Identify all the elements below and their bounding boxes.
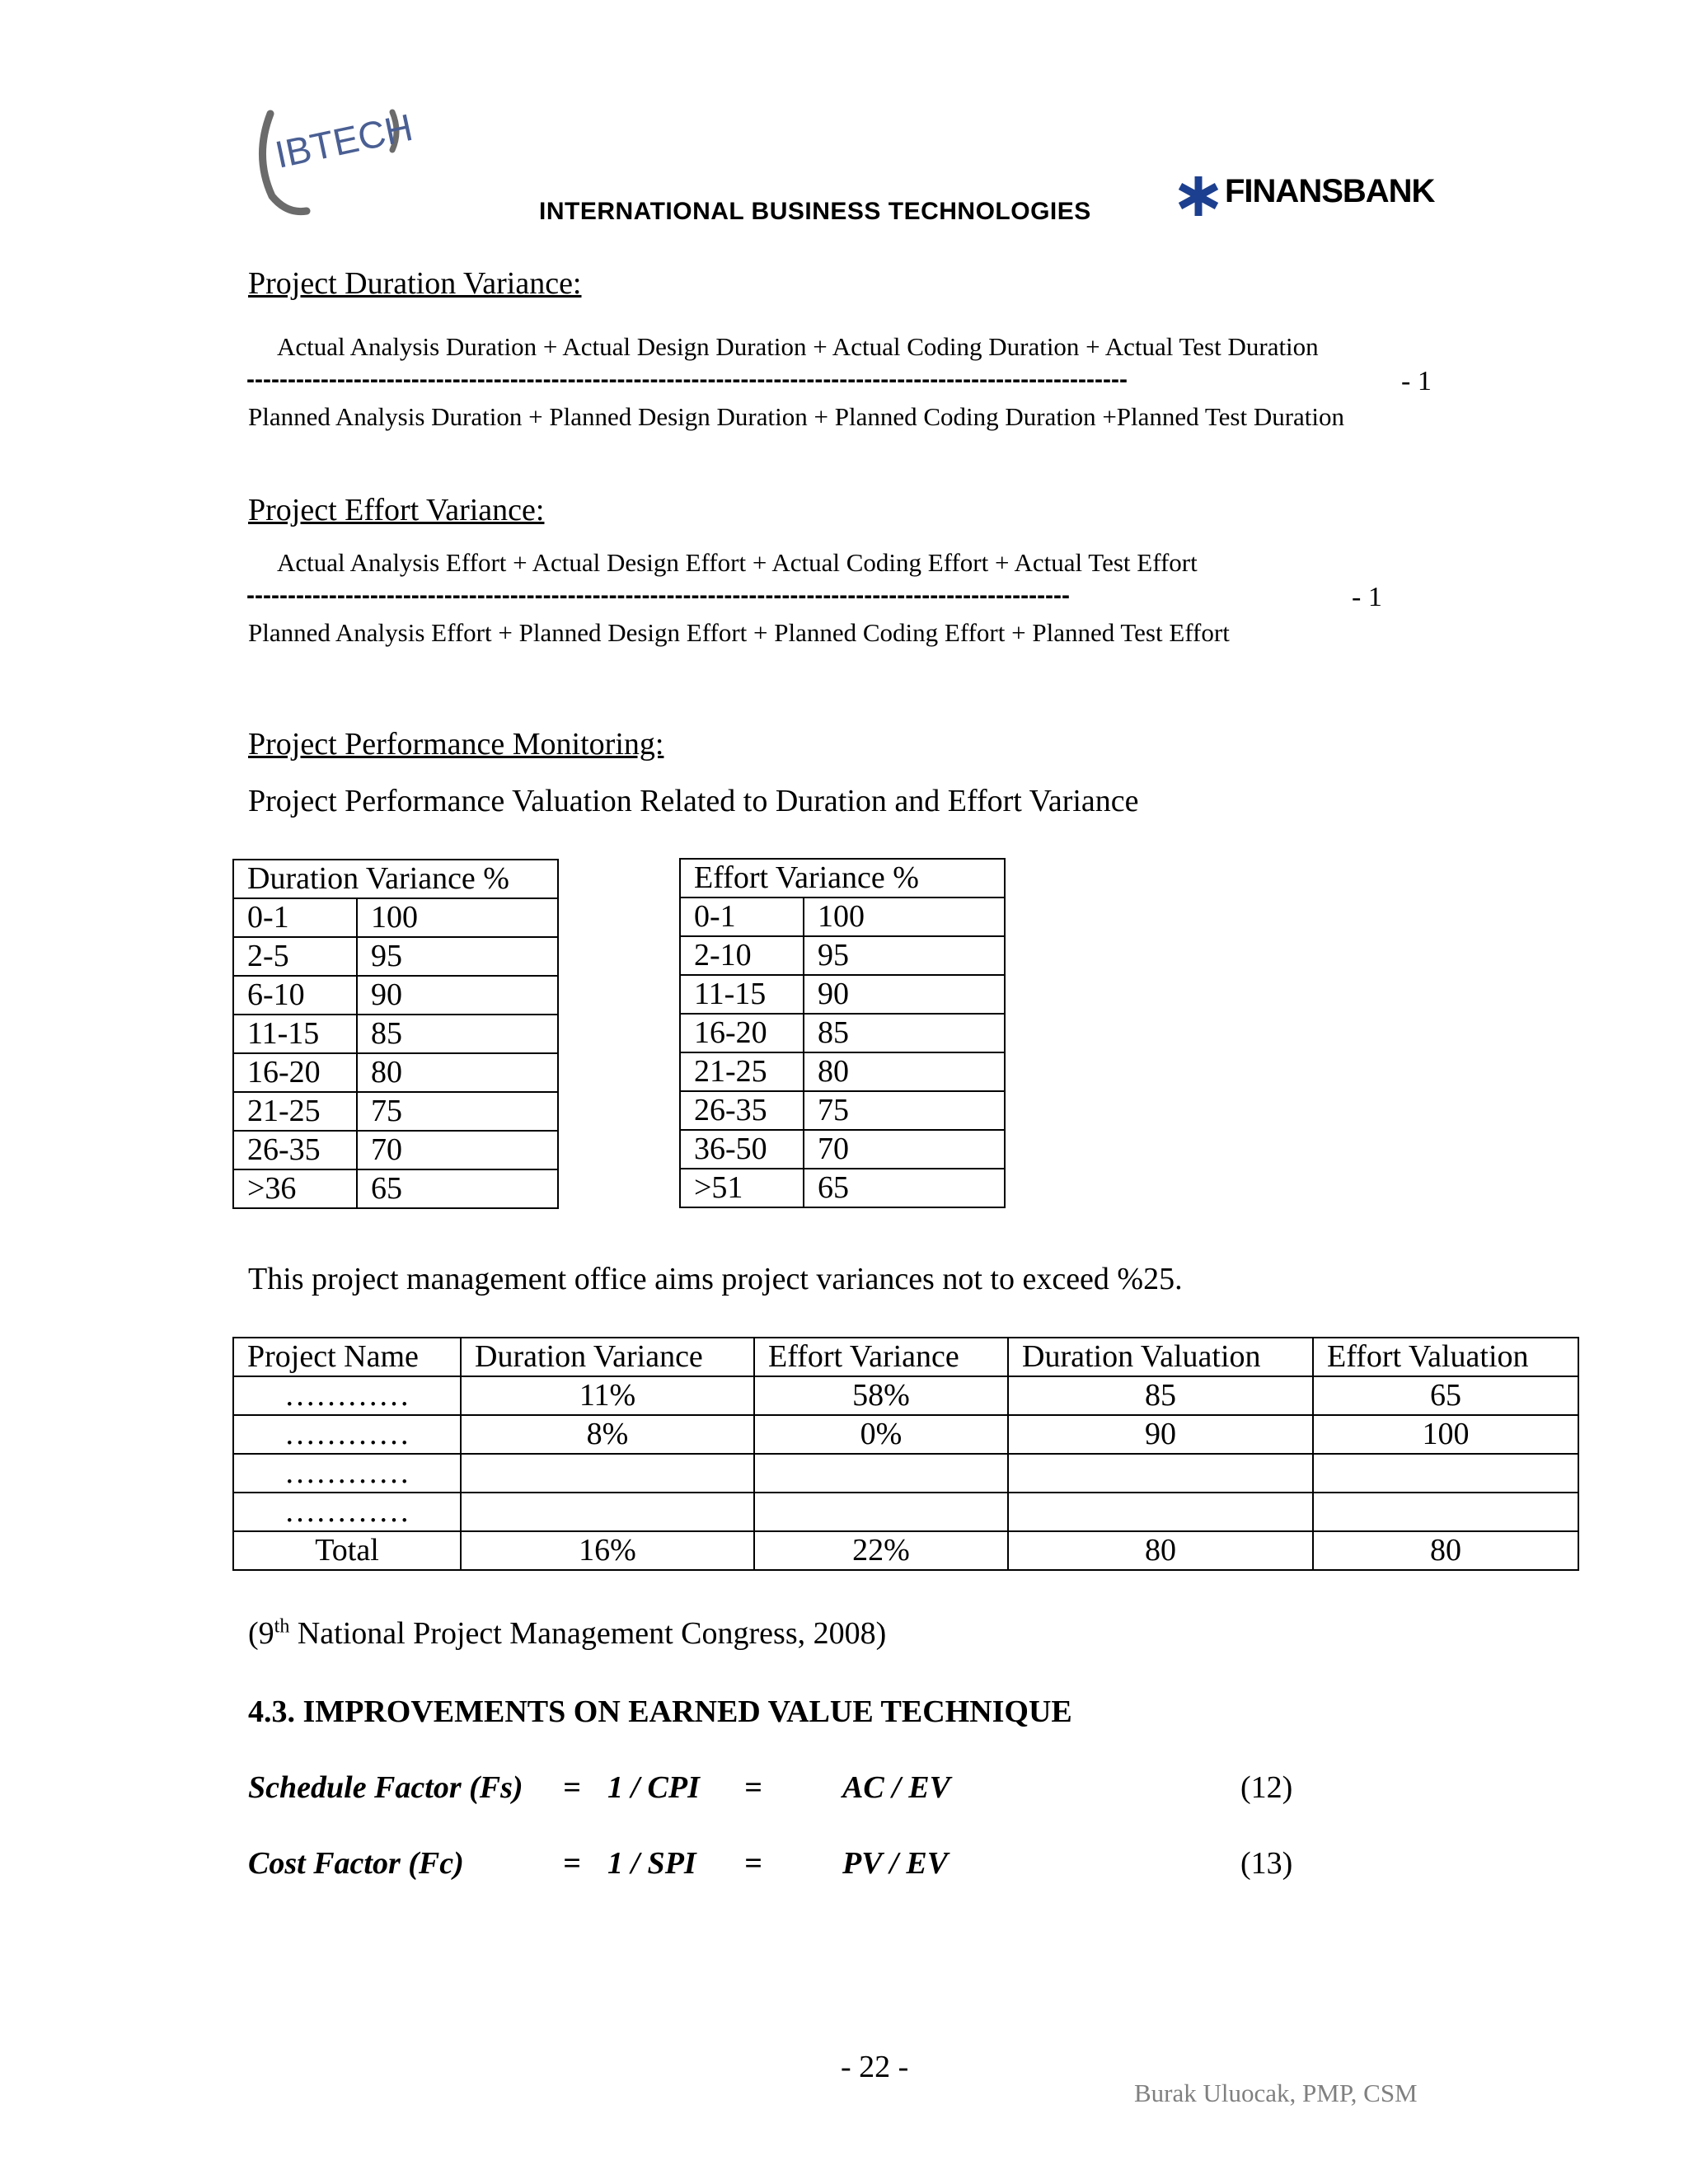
project-name-cell: ………… <box>233 1376 461 1415</box>
cost-factor-rhs: PV / EV <box>842 1846 949 1881</box>
score-cell: 80 <box>357 1053 558 1092</box>
effort-valuation-cell <box>1313 1454 1578 1493</box>
table-header-row <box>680 859 1005 898</box>
ibtech-logo-text: IBTECH <box>271 105 412 176</box>
column-header: Duration Valuation <box>1008 1338 1313 1376</box>
table-row <box>233 1092 558 1131</box>
equals-sign: = <box>563 1846 581 1881</box>
effort-denominator: Planned Analysis Effort + Planned Design Effort + Planned Coding Effort + Planned Test Effort <box>248 618 1230 647</box>
score-cell: 90 <box>357 976 558 1015</box>
effort-valuation-cell: 100 <box>1313 1415 1578 1454</box>
pmo-statement: This project management office aims project variances not to exceed %25. <box>248 1262 1183 1296</box>
effort-variance-cell <box>754 1493 1008 1531</box>
table-row <box>680 1091 1005 1130</box>
citation <box>248 1615 886 1652</box>
project-name-cell: ………… <box>233 1493 461 1531</box>
table-row <box>233 1415 1578 1454</box>
project-name-cell: ………… <box>233 1415 461 1454</box>
table-row <box>233 1454 1578 1493</box>
score-cell: 75 <box>804 1091 1005 1130</box>
column-header: Duration Variance <box>461 1338 754 1376</box>
effort-fraction-bar: ---------------------------------------------------------------------------------------------------- <box>246 582 1071 609</box>
schedule-factor-rhs: AC / EV <box>842 1770 950 1805</box>
effort-valuation-cell: 65 <box>1313 1376 1578 1415</box>
score-cell: 65 <box>357 1169 558 1208</box>
duration-numerator: Actual Analysis Duration + Actual Design Duration + Actual Coding Duration + Actual Test Duration <box>277 332 1319 361</box>
range-cell: 26-35 <box>233 1131 357 1169</box>
score-cell: 90 <box>804 975 1005 1014</box>
score-cell: 95 <box>357 937 558 976</box>
duration-variance-cell: 8% <box>461 1415 754 1454</box>
range-cell: 26-35 <box>680 1091 804 1130</box>
citation-prefix: (9 <box>248 1616 274 1651</box>
table-total-row <box>233 1531 1578 1570</box>
finansbank-logo-text: FINANSBANK <box>1225 173 1435 209</box>
citation-superscript: th <box>274 1615 290 1638</box>
score-cell: 85 <box>357 1015 558 1053</box>
schedule-factor-mid: 1 / CPI <box>607 1770 700 1805</box>
score-cell: 80 <box>804 1052 1005 1091</box>
page-number: - 22 - <box>841 2050 909 2084</box>
effort-variance-cell <box>754 1454 1008 1493</box>
cost-factor-label: Cost Factor (Fc) <box>248 1846 464 1881</box>
project-valuation-table <box>232 1337 1579 1571</box>
column-header: Effort Valuation <box>1313 1338 1578 1376</box>
range-cell: 2-5 <box>233 937 357 976</box>
range-cell: 16-20 <box>680 1014 804 1052</box>
effort-valuation-cell: 80 <box>1313 1531 1578 1570</box>
project-name-cell: ………… <box>233 1454 461 1493</box>
score-cell: 70 <box>804 1130 1005 1169</box>
duration-variance-heading: Project Duration Variance: <box>248 266 582 301</box>
table-header-row <box>233 860 558 898</box>
table-row <box>680 898 1005 936</box>
table-row <box>680 1169 1005 1207</box>
table-row <box>233 937 558 976</box>
table-row <box>680 975 1005 1014</box>
duration-minus-one: - 1 <box>1401 366 1432 396</box>
range-cell: 16-20 <box>233 1053 357 1092</box>
table-header-row <box>233 1338 1578 1376</box>
total-label-cell: Total <box>233 1531 461 1570</box>
range-cell: 36-50 <box>680 1130 804 1169</box>
duration-denominator: Planned Analysis Duration + Planned Design Duration + Planned Coding Duration +Planned Test Duration <box>248 402 1345 431</box>
duration-fraction-bar: ----------------------------------------------------------------------------------------------------------- <box>246 366 1128 393</box>
effort-variance-table <box>679 858 1006 1208</box>
score-cell: 85 <box>804 1014 1005 1052</box>
duration-valuation-cell: 85 <box>1008 1376 1313 1415</box>
score-cell: 95 <box>804 936 1005 975</box>
range-cell: 11-15 <box>680 975 804 1014</box>
range-cell: 6-10 <box>233 976 357 1015</box>
table-row <box>233 976 558 1015</box>
effort-numerator: Actual Analysis Effort + Actual Design Effort + Actual Coding Effort + Actual Test Effort <box>277 548 1198 577</box>
citation-rest: National Project Management Congress, 2008) <box>289 1616 887 1651</box>
duration-variance-cell <box>461 1493 754 1531</box>
table-row <box>233 1131 558 1169</box>
range-cell: 11-15 <box>233 1015 357 1053</box>
equation-number: (12) <box>1240 1770 1293 1805</box>
table-row <box>233 1015 558 1053</box>
effort-variance-heading: Project Effort Variance: <box>248 493 545 527</box>
table-row <box>680 1130 1005 1169</box>
effort-valuation-cell <box>1313 1493 1578 1531</box>
table-row <box>233 1493 1578 1531</box>
table-row <box>233 1053 558 1092</box>
column-header: Effort Variance <box>754 1338 1008 1376</box>
range-cell: 2-10 <box>680 936 804 975</box>
monitoring-subtitle: Project Performance Valuation Related to Duration and Effort Variance <box>248 784 1139 818</box>
range-cell: 21-25 <box>233 1092 357 1131</box>
schedule-factor-label: Schedule Factor (Fs) <box>248 1770 523 1805</box>
duration-valuation-cell <box>1008 1493 1313 1531</box>
duration-valuation-cell: 80 <box>1008 1531 1313 1570</box>
finansbank-logo <box>1174 173 1437 223</box>
equals-sign: = <box>744 1846 762 1881</box>
range-cell: >51 <box>680 1169 804 1207</box>
monitoring-heading: Project Performance Monitoring: <box>248 727 664 762</box>
effort-table-header: Effort Variance % <box>680 859 1005 898</box>
table-row <box>680 1052 1005 1091</box>
duration-valuation-cell: 90 <box>1008 1415 1313 1454</box>
range-cell: 0-1 <box>233 898 357 937</box>
duration-variance-cell: 16% <box>461 1531 754 1570</box>
duration-variance-cell <box>461 1454 754 1493</box>
score-cell: 70 <box>357 1131 558 1169</box>
duration-valuation-cell <box>1008 1454 1313 1493</box>
duration-variance-cell: 11% <box>461 1376 754 1415</box>
table-row <box>233 1169 558 1208</box>
author-footer: Burak Uluocak, PMP, CSM <box>1134 2079 1418 2107</box>
effort-variance-cell: 22% <box>754 1531 1008 1570</box>
ibtech-logo <box>247 99 412 223</box>
score-cell: 100 <box>804 898 1005 936</box>
duration-variance-table <box>232 859 559 1209</box>
equation-number: (13) <box>1240 1846 1293 1881</box>
table-row <box>233 1376 1578 1415</box>
score-cell: 65 <box>804 1169 1005 1207</box>
effort-minus-one: - 1 <box>1352 582 1382 612</box>
column-header: Project Name <box>233 1338 461 1376</box>
table-row <box>680 936 1005 975</box>
company-name: INTERNATIONAL BUSINESS TECHNOLOGIES <box>539 198 1091 225</box>
equals-sign: = <box>563 1770 581 1805</box>
score-cell: 100 <box>357 898 558 937</box>
section-title: 4.3. IMPROVEMENTS ON EARNED VALUE TECHNIQUE <box>248 1694 1072 1729</box>
effort-variance-cell: 0% <box>754 1415 1008 1454</box>
equals-sign: = <box>744 1770 762 1805</box>
cost-factor-mid: 1 / SPI <box>607 1846 696 1881</box>
range-cell: 21-25 <box>680 1052 804 1091</box>
table-row <box>680 1014 1005 1052</box>
range-cell: 0-1 <box>680 898 804 936</box>
table-row <box>233 898 558 937</box>
range-cell: >36 <box>233 1169 357 1208</box>
duration-table-header: Duration Variance % <box>233 860 558 898</box>
effort-variance-cell: 58% <box>754 1376 1008 1415</box>
score-cell: 75 <box>357 1092 558 1131</box>
